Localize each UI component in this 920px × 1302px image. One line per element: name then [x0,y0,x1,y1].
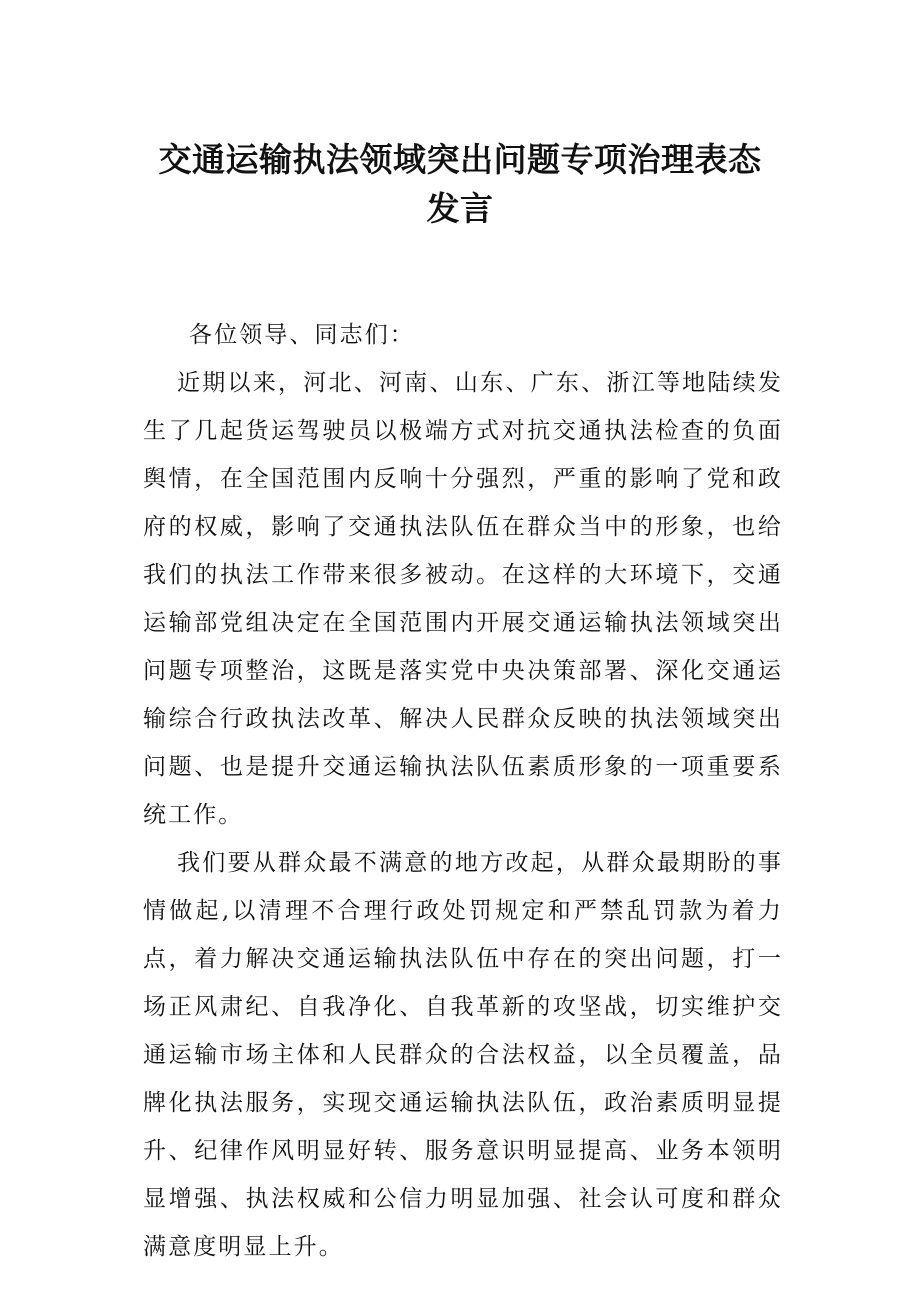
paragraph-1: 近期以来，河北、河南、山东、广东、浙江等地陆续发生了几起货运驾驶员以极端方式对抗交通执法检查的负面舆情，在全国范围内反响十分强烈，严重的影响了党和政府的权威，影响了交通执法队伍在群众当中的形象，也给我们的执法工作带来很多被动。在这样的大环境下，交通运输部党组决定在全国范围内开展交通运输执法领域突出问题专项整治，这既是落实党中央决策部署、深化交通运输综合行政执法改革、解决人民群众反映的执法领域突出问题、也是提升交通运输执法队伍素质形象的一项重要系统工作。 [143,370,783,828]
title-line-1: 交通运输执法领域突出问题专项治理表态 [158,140,762,180]
salutation: 各位领导、同志们： [189,322,415,348]
document-title [140,135,780,233]
paragraph-2: 我们要从群众最不满意的地方改起，从群众最期盼的事情做起,以清理不合理行政处罚规定和严禁乱罚款为着力点，着力解决交通运输执法队伍中存在的突出问题，打一场正风肃纪、自我净化、自我革新的攻坚战，切实维护交通运输市场主体和人民群众的合法权益，以全员覆盖，品牌化执法服务，实现交通运输执法队伍，政治素质明显提升、纪律作风明显好转、服务意识明显提高、业务本领明显增强、执法权威和公信力明显加强、社会认可度和群众满意度明显上升。 [143,850,783,1260]
document-body [143,311,783,1271]
title-line-2: 发言 [426,189,494,229]
